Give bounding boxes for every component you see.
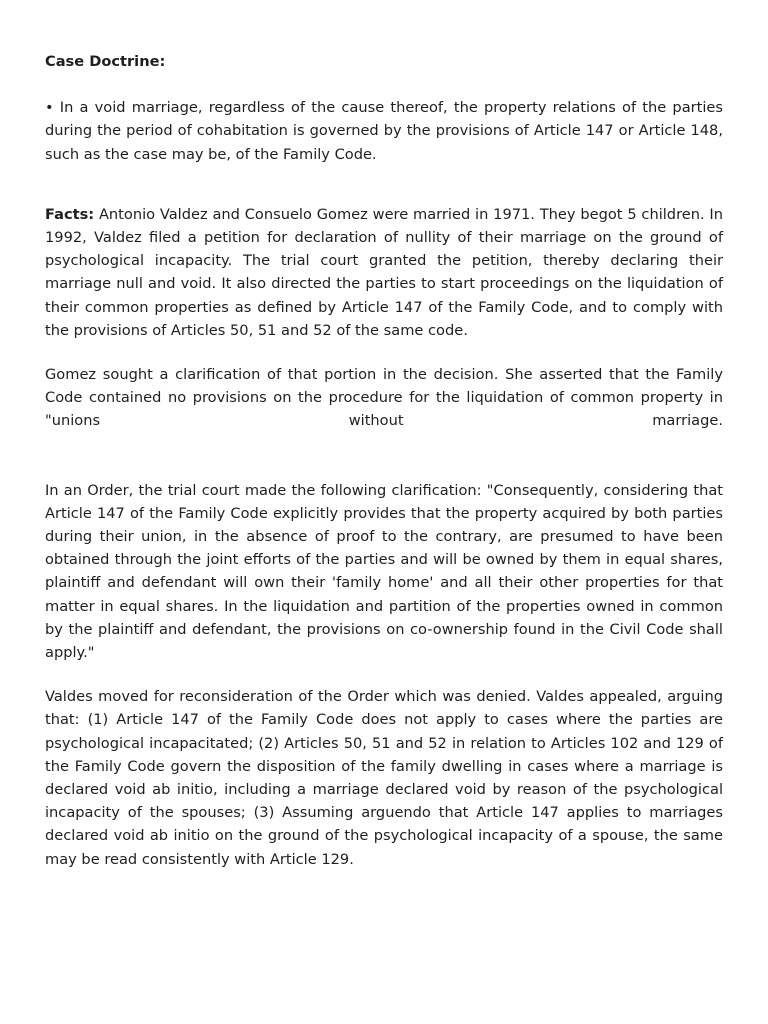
case-doctrine-text: In a void marriage, regardless of the cause thereof, the property relations of the parties during the period of cohabitation is governed by the provisions of Article 147 or Article 148, such as the case may be, of the Family Code. [45, 99, 723, 163]
case-doctrine-heading: Case Doctrine: [45, 53, 166, 70]
document-page [45, 50, 723, 871]
appeal-paragraph: Valdes moved for reconsideration of the Order which was denied. Valdes appealed, arguing that: (1) Article 147 of the Family Code does not apply to cases where the parties are psychological incapacitated; (2) Articles 50, 51 and 52 in relation to Articles 102 and 129 of the Family Code govern the disposition of the family dwelling in cases where a marriage is declared void ab initio, including a marriage declared void by reason of the psychological incapacity of the spouses; (3) Assuming arguendo that Article 147 applies to marriages declared void ab initio on the ground of the psychological incapacity of a spouse, the same may be read consistently with Article 129. [45, 688, 723, 868]
gomez-clarification-paragraph: Gomez sought a clarification of that portion in the decision. She asserted that the Family Code contained no provisions on the procedure for the liquidation of common property in "unions without marriage. [45, 366, 723, 430]
facts-paragraph [45, 203, 723, 342]
case-doctrine-paragraph [45, 96, 723, 166]
facts-text: Antonio Valdez and Consuelo Gomez were married in 1971. They begot 5 children. In 1992, Valdez filed a petition for declaration of nullity of their marriage on the ground of psychological incapacity. The trial court granted the petition, thereby declaring their marriage null and void. It also directed the parties to start proceedings on the liquidation of their common properties as defined by Article 147 of the Family Code, and to comply with the provisions of Articles 50, 51 and 52 of the same code. [45, 205, 723, 339]
trial-court-order-paragraph: In an Order, the trial court made the following clarification: "Consequently, considering that Article 147 of the Family Code explicitly provides that the property acquired by both parties during their union, in the absence of proof to the contrary, are presumed to have been obtained through the joint efforts of the parties and will be owned by them in equal shares, plaintiff and defendant will own their 'family home' and all their other properties for that matter in equal shares. In the liquidation and partition of the properties owned in common by the plaintiff and defendant, the provisions on co-ownership found in the Civil Code shall apply." [45, 481, 723, 662]
facts-label: Facts: [45, 205, 95, 223]
bullet-icon: • [45, 99, 54, 117]
